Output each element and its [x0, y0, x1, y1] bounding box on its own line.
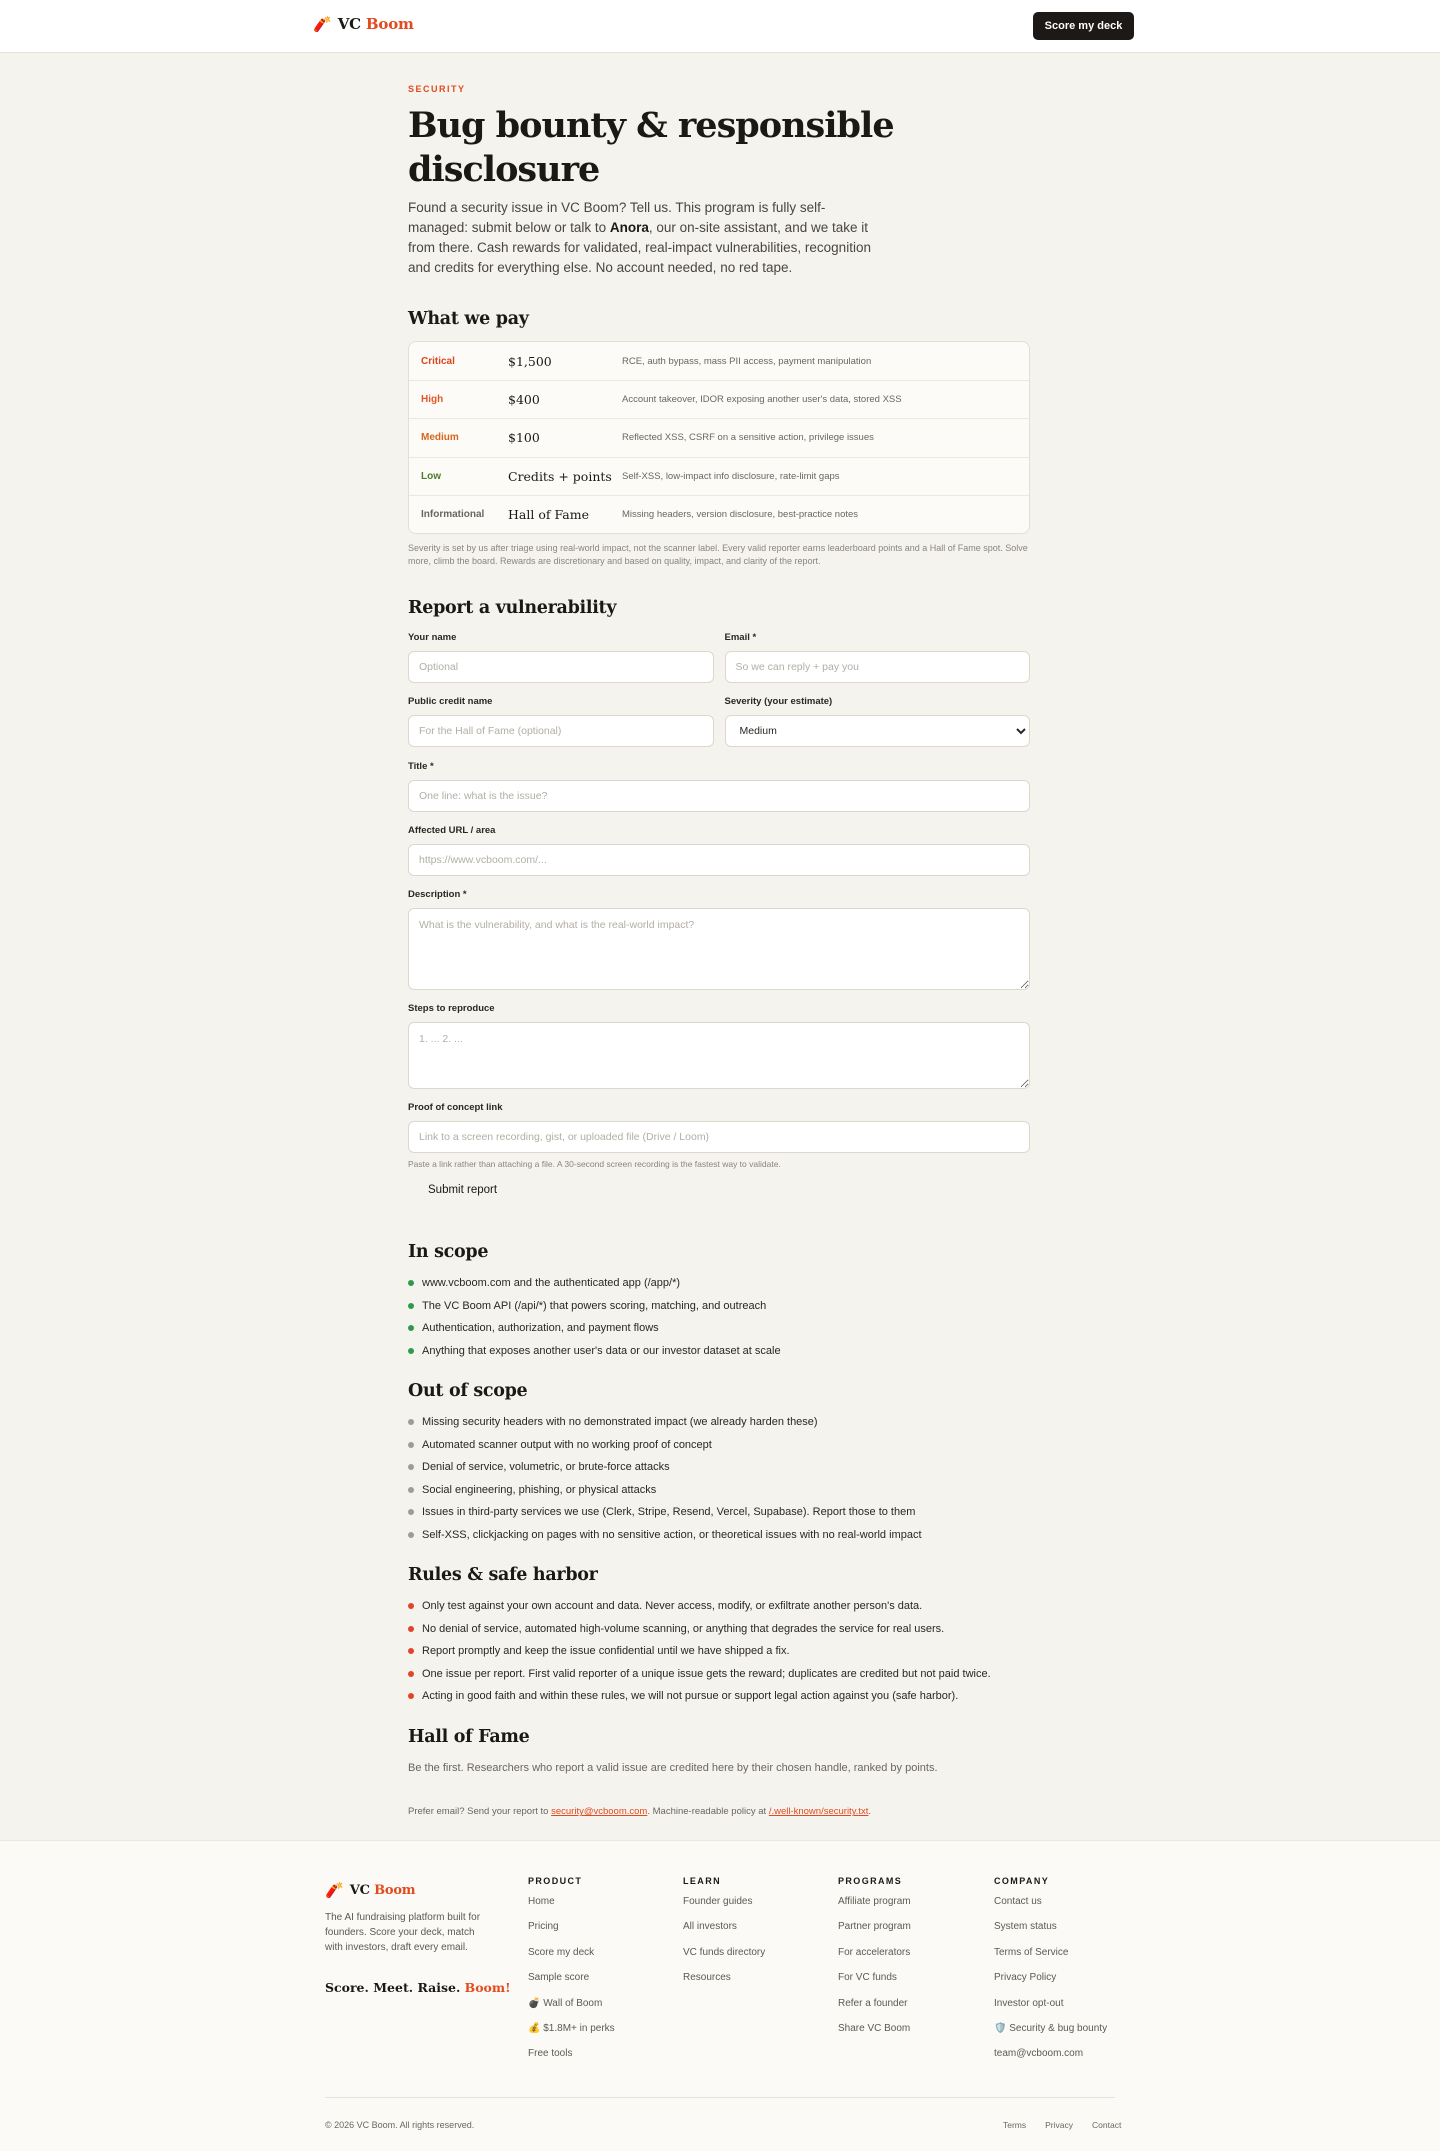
footer-link[interactable]: 🛡️ Security & bug bounty	[994, 2022, 1108, 2034]
footer-link[interactable]: Partner program	[838, 1921, 911, 1933]
out-scope-list	[408, 1411, 1030, 1546]
firecracker-icon: 🧨	[313, 15, 332, 33]
bullet-dot	[408, 1487, 414, 1493]
footer-link[interactable]: Terms of Service	[994, 1946, 1069, 1958]
payout-amount: $400	[508, 392, 540, 408]
bullet-dot	[408, 1671, 414, 1677]
footer-link[interactable]: System status	[994, 1921, 1057, 1933]
footer-link[interactable]: Score my deck	[528, 1946, 595, 1958]
severity-level: Critical	[421, 355, 455, 367]
footer-brand-vc: VC	[349, 1883, 370, 1898]
pay-heading: What we pay	[408, 309, 529, 329]
footer-column-learn	[683, 1876, 765, 1998]
steps-textarea[interactable]	[408, 1022, 1030, 1089]
out-scope-item	[408, 1478, 1030, 1501]
bullet-dot	[408, 1325, 414, 1331]
poc-hint: Paste a link rather than attaching a file. A 30-second screen recording is the fastest way to validate.	[408, 1158, 781, 1169]
copyright: © 2026 VC Boom. All rights reserved.	[325, 2120, 475, 2130]
legal-link-terms[interactable]: Terms	[1003, 2120, 1027, 2130]
footer-link[interactable]: Investor opt-out	[994, 1997, 1064, 2009]
payout-description: Reflected XSS, CSRF on a sensitive action, privilege issues	[622, 432, 874, 444]
footer-link[interactable]: Share VC Boom	[838, 2022, 911, 2034]
out-scope-item-text: Issues in third-party services we use (Clerk, Stripe, Resend, Vercel, Supabase). Report those to them	[422, 1506, 916, 1519]
rule-item-text: Report promptly and keep the issue confidential until we have shipped a fix.	[422, 1645, 790, 1658]
payout-row	[409, 418, 1029, 456]
footer-link[interactable]: Privacy Policy	[994, 1972, 1057, 1984]
security-email-link[interactable]: security@vcboom.com	[551, 1806, 648, 1818]
footer-column-title: PROGRAMS	[838, 1876, 903, 1886]
footer-brand-logo[interactable]	[325, 1883, 415, 1898]
report-heading: Report a vulnerability	[408, 597, 617, 618]
in-scope-item	[408, 1272, 1030, 1295]
footer-link[interactable]: Contact us	[994, 1896, 1042, 1907]
out-scope-item	[408, 1433, 1030, 1456]
footer-link[interactable]: 💣 Wall of Boom	[528, 1997, 603, 2009]
out-scope-item	[408, 1523, 1030, 1546]
security-txt-link[interactable]: /.well-known/security.txt	[768, 1806, 869, 1818]
rule-item-text: No denial of service, automated high-volume scanning, or anything that degrades the service for real users.	[422, 1622, 945, 1635]
footer-column-title: LEARN	[683, 1876, 721, 1886]
report-form	[408, 632, 1030, 1198]
in-scope-item-text: The VC Boom API (/api/*) that powers scoring, matching, and outreach	[422, 1299, 767, 1312]
rule-item-text: One issue per report. First valid reporter of a unique issue gets the reward; duplicates are credited but not paid twice.	[422, 1667, 991, 1680]
main-content	[408, 53, 1030, 1817]
in-scope-list	[408, 1272, 1030, 1362]
rules-heading: Rules & safe harbor	[408, 1564, 598, 1585]
payout-amount: $100	[508, 430, 540, 446]
footer-tagline: The AI fundraising platform built for founders. Score your deck, match with investors, draft every email.	[325, 1912, 481, 1953]
name-label: Your name	[408, 631, 457, 643]
severity-level: Medium	[421, 432, 459, 444]
payout-description: Missing headers, version disclosure, best-practice notes	[622, 508, 859, 520]
footer-link[interactable]: 💰 $1.8M+ in perks	[528, 2022, 615, 2034]
score-my-deck-button[interactable]: Score my deck	[1033, 12, 1134, 40]
email-label: Email *	[724, 631, 757, 643]
bullet-dot	[408, 1648, 414, 1654]
intro-pre: Found a security issue in VC Boom? Tell us. This program is fully self-managed: submit below or talk to	[408, 200, 826, 235]
brand-name	[338, 15, 414, 33]
out-scope-item-text: Denial of service, volumetric, or brute-force attacks	[422, 1461, 670, 1474]
footer-link[interactable]: Free tools	[528, 2048, 573, 2060]
contact-mid: . Machine-readable policy at	[647, 1806, 769, 1818]
slogan-text: Score. Meet. Raise.	[325, 1980, 465, 1995]
bullet-dot	[408, 1532, 414, 1538]
bullet-dot	[408, 1693, 414, 1699]
bullet-dot	[408, 1348, 414, 1354]
bullet-dot	[408, 1442, 414, 1448]
footer-column-title: PRODUCT	[528, 1876, 583, 1886]
site-footer	[0, 1840, 1440, 2151]
description-label: Description *	[408, 888, 467, 900]
bullet-dot	[408, 1509, 414, 1515]
payout-description: Account takeover, IDOR exposing another user's data, stored XSS	[622, 394, 902, 406]
footer-link[interactable]: VC funds directory	[683, 1946, 766, 1958]
affected-url-input[interactable]	[408, 844, 1030, 876]
name-input[interactable]	[408, 651, 714, 683]
rule-item-text: Acting in good faith and within these rules, we will not pursue or support legal action against you (safe harbor).	[422, 1690, 959, 1703]
bullet-dot	[408, 1464, 414, 1470]
rules-list	[408, 1595, 1030, 1708]
bullet-dot	[408, 1280, 414, 1286]
rule-item	[408, 1595, 1030, 1618]
footer-brand-name	[350, 1883, 416, 1898]
footer-link[interactable]: For VC funds	[838, 1972, 897, 1984]
footer-column-company	[994, 1876, 1107, 2074]
severity-note: Severity is set by us after triage using real-world impact, not the scanner label. Every valid reporter earns leaderboard points and a Hall of Fame spot. Solve more, climb the board. Rewards are discretionary and based on quality, impact, and clarity of the report.	[408, 542, 1028, 566]
intro-paragraph	[408, 198, 878, 278]
footer-link[interactable]: Home	[528, 1896, 555, 1907]
in-scope-item-text: Anything that exposes another user's data or our investor dataset at scale	[422, 1344, 781, 1357]
bullet-dot	[408, 1419, 414, 1425]
payout-description: RCE, auth bypass, mass PII access, payment manipulation	[622, 355, 872, 367]
footer-column-programs	[838, 1876, 911, 2048]
out-scope-item-text: Missing security headers with no demonstrated impact (we already harden these)	[422, 1416, 818, 1429]
out-scope-heading: Out of scope	[408, 1380, 528, 1401]
contact-post: .	[868, 1806, 872, 1818]
rule-item	[408, 1685, 1030, 1708]
url-label: Affected URL / area	[408, 824, 496, 836]
credit-label: Public credit name	[408, 695, 493, 707]
submit-report-button[interactable]: Submit report	[428, 1183, 498, 1196]
payout-table	[408, 341, 1030, 534]
payout-description: Self-XSS, low-impact info disclosure, rate-limit gaps	[622, 470, 840, 482]
severity-level: Low	[421, 470, 441, 482]
credit-name-input[interactable]	[408, 715, 714, 747]
rule-item	[408, 1640, 1030, 1663]
rule-item	[408, 1617, 1030, 1640]
footer-column-product	[528, 1876, 615, 2074]
brand-logo[interactable]	[313, 15, 414, 33]
in-scope-item	[408, 1294, 1030, 1317]
hall-of-fame-text: Be the first. Researchers who report a valid issue are credited here by their chosen handle, ranked by points.	[408, 1762, 938, 1775]
footer-brand-boom: Boom	[374, 1883, 416, 1898]
hall-of-fame-heading: Hall of Fame	[408, 1727, 530, 1748]
legal-link-contact[interactable]: Contact	[1092, 2120, 1122, 2130]
out-scope-item	[408, 1501, 1030, 1524]
eyebrow: SECURITY	[408, 84, 466, 94]
severity-level: High	[421, 394, 444, 406]
footer-legal-links	[1003, 2120, 1121, 2130]
out-scope-item	[408, 1456, 1030, 1479]
payout-row	[409, 495, 1029, 533]
poc-label: Proof of concept link	[408, 1101, 503, 1113]
in-scope-item	[408, 1339, 1030, 1362]
severity-select[interactable]	[725, 715, 1031, 747]
contact-line	[408, 1806, 1030, 1817]
firecracker-icon: 🧨	[325, 1882, 344, 1899]
footer-column-title: COMPANY	[994, 1876, 1050, 1886]
description-textarea[interactable]	[408, 908, 1030, 990]
bullet-dot	[408, 1303, 414, 1309]
footer-link[interactable]: Resources	[683, 1972, 731, 1984]
in-scope-heading: In scope	[408, 1241, 489, 1262]
payout-row	[409, 380, 1029, 418]
legal-link-privacy[interactable]: Privacy	[1045, 2120, 1074, 2130]
bullet-dot	[408, 1603, 414, 1609]
title-input[interactable]	[408, 780, 1030, 812]
page-title: Bug bounty & responsible disclosure	[408, 105, 894, 190]
steps-label: Steps to reproduce	[408, 1002, 495, 1014]
payout-amount: Credits + points	[508, 468, 612, 484]
in-scope-item-text: www.vcboom.com and the authenticated app (/app/*)	[422, 1277, 681, 1290]
poc-link-input[interactable]	[408, 1121, 1030, 1153]
brand-vc: VC	[337, 15, 361, 33]
contact-pre: Prefer email? Send your report to	[408, 1806, 552, 1818]
footer-link[interactable]: Refer a founder	[838, 1997, 908, 2009]
intro-post: , our on-site assistant, and we take it from there. Cash rewards for validated, real-impact vulnerabilities, recognition and credits for everything else. No account needed, no red tape.	[408, 220, 871, 275]
in-scope-item-text: Authentication, authorization, and payment flows	[422, 1322, 659, 1335]
rule-item	[408, 1662, 1030, 1685]
rule-item-text: Only test against your own account and data. Never access, modify, or exfiltrate another person's data.	[422, 1600, 923, 1613]
payout-amount: $1,500	[508, 353, 552, 369]
out-scope-item-text: Automated scanner output with no working proof of concept	[422, 1438, 712, 1451]
footer-link[interactable]: Founder guides	[683, 1896, 753, 1907]
slogan-boom: Boom!	[464, 1980, 511, 1995]
payout-row	[409, 457, 1029, 495]
payout-row	[409, 342, 1029, 380]
footer-link[interactable]: Pricing	[528, 1921, 559, 1933]
severity-label: Severity (your estimate)	[724, 695, 833, 707]
footer-link[interactable]: All investors	[683, 1921, 737, 1933]
out-scope-item-text: Self-XSS, clickjacking on pages with no sensitive action, or theoretical issues with no real-world impact	[422, 1528, 922, 1541]
footer-link[interactable]: team@vcboom.com	[994, 2048, 1084, 2060]
out-scope-item	[408, 1411, 1030, 1434]
footer-link[interactable]: Sample score	[528, 1972, 590, 1984]
bullet-dot	[408, 1626, 414, 1632]
footer-link[interactable]: For accelerators	[838, 1946, 911, 1958]
severity-level: Informational	[421, 508, 485, 520]
payout-amount: Hall of Fame	[508, 506, 589, 522]
intro-anora: Anora	[609, 220, 649, 235]
footer-slogan	[325, 1980, 511, 1995]
footer-divider	[325, 2097, 1115, 2098]
in-scope-item	[408, 1317, 1030, 1340]
title-label: Title *	[408, 760, 434, 772]
top-nav	[0, 0, 1440, 53]
footer-link[interactable]: Affiliate program	[838, 1896, 911, 1907]
email-input[interactable]	[725, 651, 1031, 683]
brand-boom: Boom	[365, 15, 414, 33]
out-scope-item-text: Social engineering, phishing, or physical attacks	[422, 1483, 657, 1496]
